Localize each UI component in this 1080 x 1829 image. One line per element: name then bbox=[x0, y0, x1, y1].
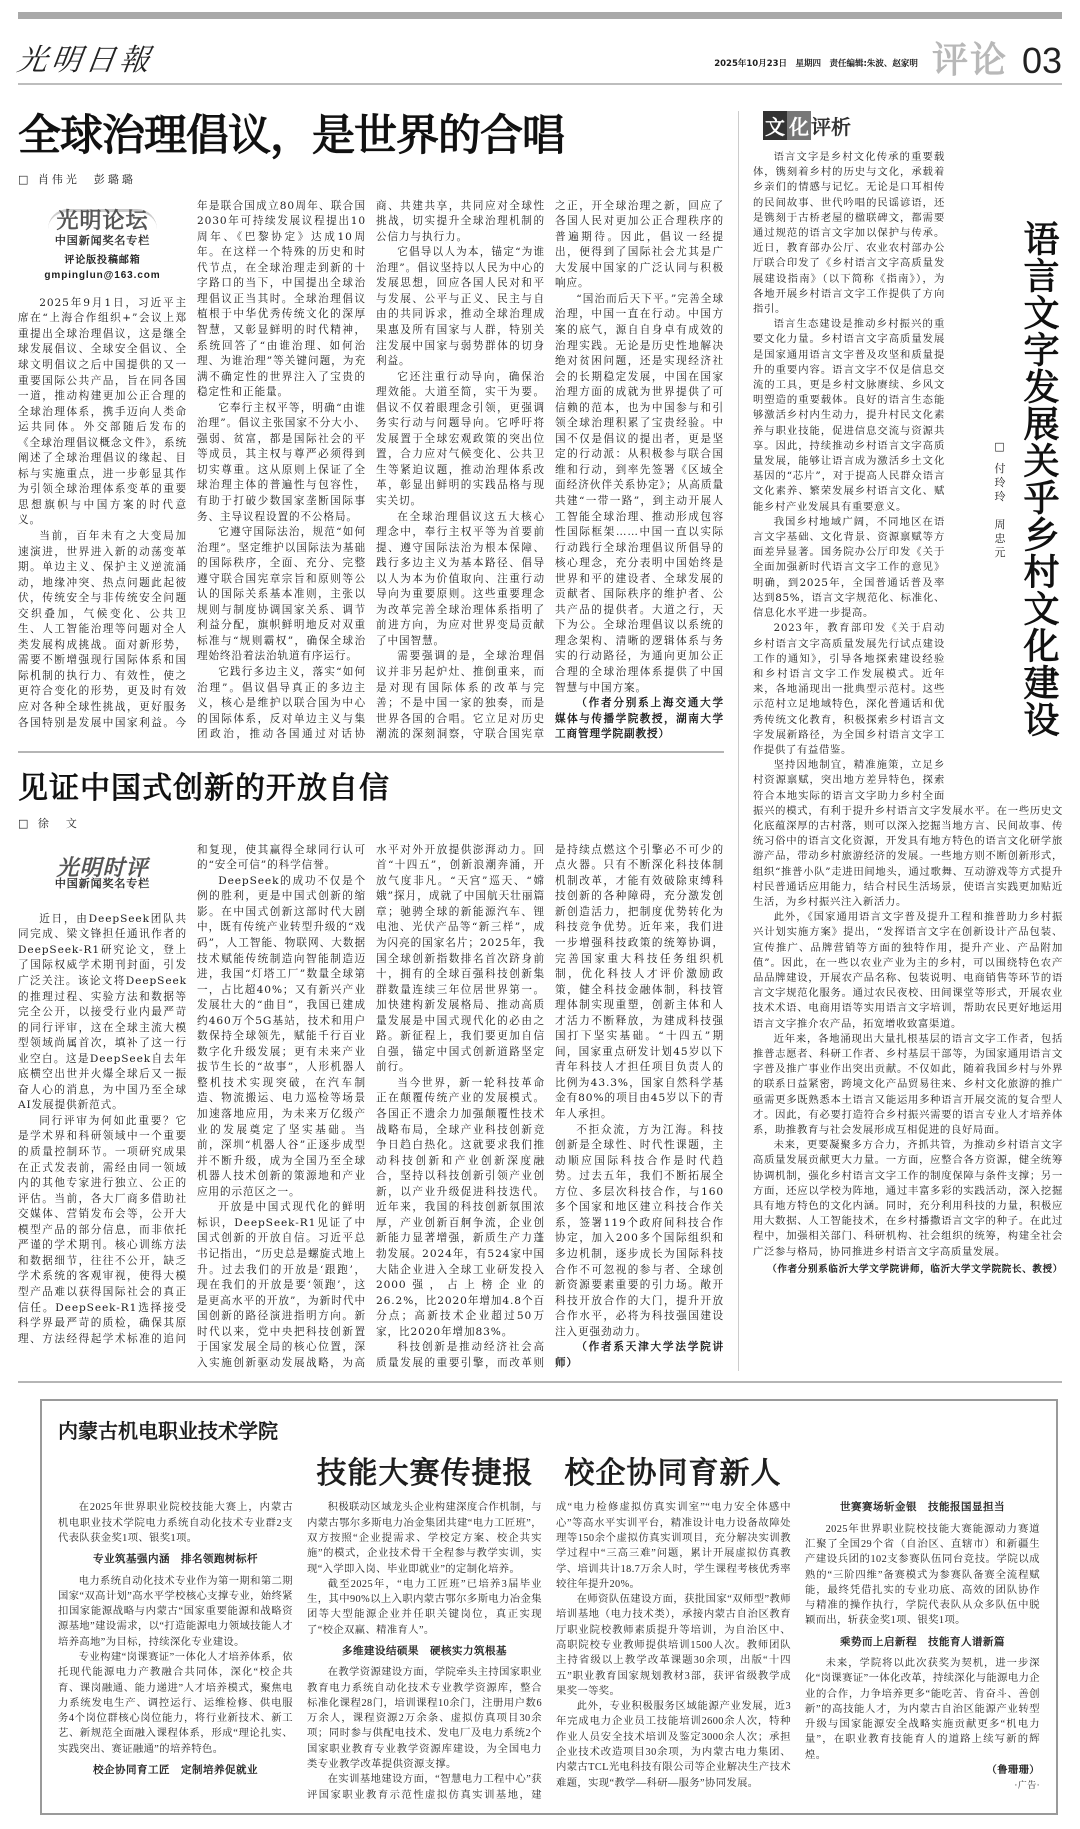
article3-title: 语言文字发展关乎乡村文化建设 bbox=[1018, 220, 1060, 738]
masthead-top-bar bbox=[18, 12, 1062, 19]
culture-analysis-badge bbox=[763, 111, 1063, 140]
paragraph: 近日，由DeepSeek团队共同完成、梁文锋担任通讯作者的DeepSeek-R1研究论文，登上了国际权威学术期刊封面，引发广泛关注。该论文将DeepSeek的推理过程、实验方法和数据等完全公开，以接受行业内最严苛的同行评审，这在全球主流大模型领域尚属首次，填补了这一行业空白。这是DeepSeek自去年底横空出世并火爆全球后又一振奋人心的消息，为中国乃至全球AI发展提供新范式。 bbox=[18, 912, 187, 1112]
paragraph: “国治而后天下平。”完善全球治理，中国一直在行动。中国方案的底气，源自自身卓有成效的治理实践。无论是历史性地解决绝对贫困问题，还是实现经济社会的长期稳定发展，中国在国家治理方面的成就为世界提供了可信赖的范本，也为中国参与和引领全球治理积累了宝贵经验。中国不仅是倡议的提出者，更是坚定的行动派：从积极参与联合国维和行动，到率先签署《区域全面经济伙伴关系协定》；从高质量共建“一带一路”，到主动开展人工智能全球治理、推动形成包容性国际框架……中国一直以实际行动践行全球治理倡议所倡导的核心理念，充分表明中国始终是世界和平的建设者、全球发展的贡献者、国际秩序的维护者、公共产品的提供者。大道之行，天下为公。全球治理倡议以系统的理念架构、清晰的逻辑体系与务实的行动路径，为通向更加公正合理的全球治理体系提供了中国智慧与中国方案。 bbox=[555, 292, 724, 694]
badge-char-3: 评析 bbox=[811, 115, 851, 139]
paragraph: 2025年9月1日，习近平主席在“上海合作组织+”会议上郑重提出全球治理倡议，这是继全球发展倡议、全球安全倡议、全球文明倡议之后中国提供的又一重要国际公共产品，旨在同各国一道，推动构建更加公正合理的全球治理体系，携手迈向人类命运共同体。外交部随后发布的《全球治理倡议概念文件》，系统阐述了全球治理倡议的缘起、目标与实施重点，进一步彰显其作为引领全球治理体系变革的重要思想旗帜与中国方案的时代意义。 bbox=[18, 296, 187, 527]
ad-paragraph: 专业构建“岗课赛证”一体化人才培养体系，依托现代能源电力产教融合共同体，深化“校企共育、课岗融通、能力递进”人才培养模式，聚焦电力系统发电生产、调控运行、运维检修、供电服务4个岗位群核心岗位能力，将行业新技术、新工艺、新规范全面融入课程体系，形成“理论扎实、实践突出、赛证融通”的培养特色。 bbox=[58, 1652, 293, 1755]
ad-paragraph: 电力系统自动化技术专业作为第一期和第二期国家“双高计划”高水平学校核心支撑专业，始终紧扣国家能源战略与内蒙古“国家重要能源和战略资源基地”建设需求，以“打造能源电力领域技能人才培养高地”为目标，持续深化专业建设。 bbox=[58, 1575, 293, 1648]
column-logo-name: 光明时评 bbox=[56, 855, 149, 881]
paragraph: 我国乡村地域广阔，不同地区在语言文字基础、文化背景、资源禀赋等方面差异显著。国务院办公厅印发《关于全面加强新时代语言文字工作的意见》明确，到2025年，全国普通话普及率达到85%，语言文字规范化、标准化、信息化水平进一步提高。 bbox=[753, 515, 945, 620]
paragraph: 同行评审为何如此重要？它是学术界和科研领域中一个重要的质量控制环节。一项研究成果在正式发表前，需经由同一领域内的其他专家进行独立、公正的评估。当前，各大厂商多借助社交媒体、营销发布会等，公开大模型产品的部分信息，而非依托严谨的学术期刊。核心训练方法和数据细节，往往不公开，缺乏学术系统的客观审视，使得大模型产品难以获得国际社会的真正信任。DeepSeek-R1选择接受科学界最严苛的质检，确保其原理、方法经得起学术标准的追问和复现，使其赢得全球同行认可的“安全可信”的科学信誉。 bbox=[18, 843, 366, 1345]
ad-body bbox=[58, 1500, 1040, 1803]
column-separator bbox=[738, 111, 739, 1371]
article-divider bbox=[18, 751, 724, 753]
ad-paragraph: 截至2025年，“电力工匠班”已培养3届毕业生，其中90%以上入职内蒙古鄂尔多斯电力冶金集团等大型能源企业并任职关键岗位，真正实现了“校企双赢、精准育人”。 bbox=[307, 1578, 542, 1636]
article2-paragraphs bbox=[18, 843, 724, 1372]
paragraph: 在全球治理倡议这五大核心理念中，奉行主权平等为首要前提、遵守国际法治为根本保障、践行多边主义为基本路径、倡导以人为本为价值取向、注重行动导向为重要原则。这些重要理念为改革完善全球治理体系指明了前进方向，为应对世界变局贡献了中国智慧。 bbox=[376, 510, 545, 647]
paragraph: 近年来，各地涌现出大量扎根基层的语言文字工作者，包括推普志愿者、科研工作者、乡村基层干部等，为国家通用语言文字普及推广事业作出突出贡献。不仅如此，随着我国乡村与外界的联系日益紧密，跨境文化产品贸易往来、乡村文化旅游的推广亟需更多既熟悉本土语言又能运用多种语言开展交流的复合型人才。因此，有必要打造符合乡村振兴需要的语言专业人才培养体系，助推教育与社会发展形成互相促进的良好局面。 bbox=[753, 1032, 1063, 1136]
paragraph: 它倡导以人为本，锚定“为谁治理”。倡议坚持以人民为中心的发展思想，回应各国人民对和平与发展、公平与正义、民主与自由的共同诉求，推动全球治理成果惠及所有国家与人群，特别关注发展中国家与弱势群体的切身利益。 bbox=[376, 246, 545, 368]
ad-paragraph: 在师资队伍建设方面，获批国家“双师型”教师培训基地（电力技术类），承接内蒙古自治区教育厅职业院校教师素质提升等培训，为自治区中、高职院校专业教师提供培训1500人次。教师团队主持省级以上教学改革课题30余项，出版“十四五”职业教育国家规划教材3部，获评省级教学成果奖一等奖。 bbox=[556, 1594, 791, 1697]
paragraph: 当今世界，新一轮科技革命正在颠覆传统产业的发展模式。各国正不遗余力加强颠覆性技术战略布局，全球产业科技创新竞争日趋白热化。这就要求我们推动科技创新和产业创新深度融合，坚持以科技创新引领产业创新，以产业升级促进科技迭代。近年来，我国的科技创新氛围浓厚，产业创新百舸争流，企业创新能力显著增强，新质生产力蓬勃发展。2024年，有524家中国大陆企业进入全球工业研发投入2000强，占上榜企业的26.2%，比2020年增加4.8个百分点；高新技术企业超过50万家，比2020年增加83%。 bbox=[376, 1076, 545, 1338]
ad-paragraph: 在2025年世界职业院校技能大赛上，内蒙古机电职业技术学院电力系统自动化技术专业群2支代表队获金奖1项、银奖1项。 bbox=[58, 1502, 293, 1544]
article3-author-credit: （作者分别系临沂大学文学院讲师，临沂大学文学院院长、教授） bbox=[767, 1263, 1063, 1275]
dateline: 2025年10月23日 星期四 责任编辑:朱波、赵家明 bbox=[714, 59, 918, 69]
paragraph: 此外，《国家通用语言文字普及提升工程和推普助力乡村振兴计划实施方案》提出，“发挥语言文字在创新设计产品包装、宣传推广、品牌营销等方面的独特作用，提升产业、产品附加值”。因此，在一些以农业产业为主的乡村，可以围绕特色农产品品牌建设，开展农产品名称、包装说明、电商销售等环节的语言文字规范化服务。通过农民夜校、田间课堂等形式，开展农业技术术语、电商用语等实用语言文字培训，帮助农民更好地运用语言文字推介农产品，拓宽增收致富渠道。 bbox=[753, 911, 1063, 1030]
page-number: 03 bbox=[1021, 40, 1062, 81]
article3-body bbox=[753, 150, 1063, 1277]
ad-subheading: 专业筑基强内涵 排名领跑树标杆 bbox=[93, 1553, 258, 1566]
paragraph: 不拒众流，方为江海。科技创新是全球性、时代性课题，主动顺应国际科技合作是时代趋势。过去五年，我们不断拓展全方位、多层次科技合作，与160多个国家和地区建立科技合作关系，签署119个政府间科技合作协定，加入200多个国际组织和多边机制，逐步成长为国际科技合作不可忽视的参与者、全球创新资源要素重要的引力场。敞开科技开放合作的大门，提升开放合作水平，必将为科技强国建设注入更强劲动力。 bbox=[555, 1123, 724, 1338]
ad-paragraph: 未来，学院将以此次获奖为契机，进一步深化“岗课赛证”一体化改革，持续深化与能源电力企业的合作，力争培养更多“能吃苦、肯奋斗、善创新”的高技能人才，为内蒙古自治区能源产业转型升级与国家能源安全战略实施贡献更多“机电力量”，在职业教育技能育人的道路上续写新的辉煌。 bbox=[805, 1658, 1040, 1761]
paragraph: 语言文字是乡村文化传承的重要载体，镌刻着乡村的历史与文化，承载着乡亲们的情感与记忆。无论是口耳相传的民间故事、世代吟唱的民谣谚语，还是镌刻于古桥老屋的楹联碑文，都需要通过规范的语言文字加以保护与传承。近日，教育部办公厅、农业农村部办公厅联合印发了《乡村语言文字高质量发展建设指南》（以下简称《指南》），为各地开展乡村语言文字工作提供了方向指引。 bbox=[753, 151, 945, 316]
ad-label: ·广告· bbox=[1014, 1780, 1040, 1791]
paragraph: 它奉行主权平等，明确“由谁治理”。倡议主张国家不分大小、强弱、贫富，都是国际社会的平等成员，其主权与尊严必须得到切实尊重。这从原则上保证了全球治理主体的普遍性与包容性，有助于打破少数国家垄断国际事务、主导议程设置的不公格局。 bbox=[197, 401, 366, 523]
paragraph: 它遵守国际法治，规范“如何治理”。坚定维护以国际法为基础的国际秩序，全面、充分、完整遵守联合国宪章宗旨和原则等公认的国际关系基本准则，主张以规则与制度协调国家关系、调节利益分配，旗帜鲜明地反对双重标准与“规则霸权”，确保全球治理始终沿着法治轨道有序运行。 bbox=[197, 526, 366, 663]
badge-char-1: 文 bbox=[763, 111, 787, 140]
section-name: 评论 bbox=[931, 40, 1008, 81]
masthead bbox=[15, 19, 1062, 85]
article1-title: 全球治理倡议，是世界的合唱 bbox=[18, 111, 564, 161]
article2-byline: □ 徐 文 bbox=[18, 816, 80, 830]
article3-byline: □ 付玲玲 周忠元 bbox=[993, 440, 1006, 561]
paragraph: 需要强调的是，全球治理倡议并非另起炉灶、推倒重来，而是对现有国际体系的改革与完善；不是中国一家的独奏，而是世界各国的合唱。它立足对历史潮流的深刻洞察，守联合国宪章之正，开全球治理之新，回应了各国人民对更加公正合理秩序的普遍期待。因此，倡议一经提出，便得到了国际社会尤其是广大发展中国家的广泛认同与积极响应。 bbox=[376, 199, 724, 741]
column-logo-subtitle: 中国新闻奖名专栏 bbox=[54, 234, 151, 248]
newspaper-logo: 光明日報 bbox=[15, 43, 156, 78]
ad-paragraph: 积极联动区域龙头企业构建深度合作机制，与内蒙古鄂尔多斯电力冶金集团共建“电力工匠班”，双方按照“企业提需求、学校定方案、校企共实施”的模式，企业技术骨干全程参与教学实训，实现“入学即入岗、毕业即就业”的定制化培养。 bbox=[307, 1502, 542, 1575]
article1-author-credit: （作者分别系上海交通大学媒体与传播学院教授，湖南大学工商管理学院副教授） bbox=[555, 697, 724, 741]
submission-email[interactable]: gmpinglun@163.com bbox=[44, 270, 161, 282]
article1-body bbox=[18, 199, 724, 743]
ad-paragraph: 2025年世界职业院校技能大赛能源动力赛道汇聚了全国29个省（自治区、直辖市）和新疆生产建设兵团的102支参赛队伍同台竞技。学院以成熟的“三阶四维”备赛模式为参赛队备赛全流程赋能，最终凭借扎实的专业功底、高效的团队协作与精准的操作执行，学院代表队从众多队伍中脱颖而出，斩获金奖1项、银奖1项。 bbox=[805, 1523, 1040, 1627]
advertisement-box bbox=[40, 1399, 1058, 1815]
paragraph: DeepSeek的成功不仅是个例的胜利，更是中国式创新的缩影。在中国式创新这部时代大剧中，既有传统产业转型升级的“戏码”，人工智能、物联网、大数据技术赋能传统制造向智能制造迈进，我国“灯塔工厂”数量全球第一，占比超40%；又有新兴产业发展壮大的“曲目”，我国已建成约460万个5G基站，技术和用户数保持全球领先，赋能千行百业数字化升级发展；更有未来产业拔节生长的“故事”，人形机器人整机技术实现突破，在汽车制造、物流搬运、电力巡检等场景加速落地应用，为未来万亿级产业的发展奠定了坚实基础。当前，深圳“机器人谷”正逐步成型并不断升级，成为全国乃至全球机器人技术创新的策源地和产业应用的示范区之一。 bbox=[197, 874, 366, 1198]
ad-signature: （鲁珊珊） bbox=[986, 1765, 1040, 1777]
paragraph: 开放是中国式现代化的鲜明标识，DeepSeek-R1见证了中国式创新的开放自信。习近平总书记指出，“历史总是螺旋式地上升。过去我们的开放是‘跟跑’，现在我们的开放是要‘领跑’，这是更高水平的开放”，为新时代中国创新的路径演进指明方向。新时代以来，党中央把科技创新置于国家发展全局的核心位置，深入实施创新驱动发展战略，为高水平对外开放提供澎湃动力。回首“十四五”，创新浪潮奔涌，开放气度非凡。“天宫”巡天、“嫦娥”探月，成就了中国航天壮丽篇章；驰骋全球的新能源汽车、锂电池、光伏产品等“新三样”，成为闪亮的国家名片；2025年，我国全球创新指数排名首次跻身前十，拥有的全球百强科技创新集群数量连续三年位居世界第一。加快建构新发展格局、推动高质量发展是中国式现代化的必由之路。新征程上，我们要更加自信自强，锚定中国式创新道路坚定前行。 bbox=[197, 843, 545, 1369]
paragraph: 坚持因地制宜，精准施策，立足乡村资源禀赋，突出地方差异特色，探索符合本地实际的语言文字助力乡村全面振兴的模式，有利于提升乡村语言文字发展水平。在一些历史文化底蕴深厚的古村落，则可以深入挖掘当地方言、民间故事、传统习俗中的语言文化资源，开发具有地方特色的语言文化研学旅游产品，带动乡村旅游经济的发展。一些地方则不断创新形式，组织“推普小队”走进田间地头，通过歌舞、互动游戏等方式提升村民普通话应用能力，结合村民生活场景，使语言实践更加贴近生活，为乡村振兴注入新活力。 bbox=[753, 759, 1063, 908]
ad-paragraph: 在实训基地建设方面，“智慧电力工程中心”获评国家职业教育示范性虚拟仿真实训基地，建成“电力检修虚拟仿真实训室”“电力安全体感中心”等高水平实训平台，精准设计电力设备故障处理等150余个虚拟仿真实训项目，充分解决实训教学过程中“三高三难”问题，累计开展虚拟仿真教学、培训共计18.7万余人时，学生课程考核优秀率较往年提升20%。 bbox=[307, 1502, 791, 1801]
ad-subheading: 乘势而上启新程 技能育人谱新篇 bbox=[840, 1635, 1005, 1648]
main-area bbox=[18, 111, 1062, 1371]
column-logo-guangming-luntan bbox=[18, 209, 187, 284]
paragraph: 它践行多边主义，落实“如何治理”。倡议倡导真正的多边主义，核心是维护以联合国为中心的国际体系，反对单边主义与集团政治，推动各国通过对话协商、共建共享，共同应对全球性挑战，切实提升全球治理机制的公信力与执行力。 bbox=[197, 199, 545, 741]
article1-byline: □ 肖伟光 彭璐璐 bbox=[18, 172, 136, 186]
left-section bbox=[18, 111, 724, 1371]
article3-title-block bbox=[951, 150, 1063, 790]
ad-subheading: 多维建设结硕果 硬核实力筑根基 bbox=[342, 1645, 507, 1657]
ad-paragraph: 在教学资源建设方面，学院牵头主持国家职业教育电力系统自动化技术专业教学资源库，整合标准化课程28门，培训课程10余门，注册用户数6万余人，课程资源2万余条、虚拟仿真项目30余项；同时参与供配电技术、发电厂及电力系统2个国家职业教育专业教学资源库建设，为全国电力类专业教学改革提供资源支撑。 bbox=[307, 1667, 542, 1771]
column-logo-guangming-shiping bbox=[18, 855, 187, 892]
ad-organization: 内蒙古机电职业技术学院 bbox=[58, 1419, 278, 1444]
ad-subheading: 世赛赛场斩金银 技能报国显担当 bbox=[840, 1501, 1005, 1514]
column-logo-name: 光明论坛 bbox=[56, 208, 149, 234]
paragraph: 它还注重行动导向，确保治理效能。大道至简，实干为要。倡议不仅着眼理念引领，更强调务实行动与问题导向。它呼吁将发展置于全球宏观政策的突出位置，合力应对气候变化、公共卫生等紧迫议题，推动治理体系改革，彰显出鲜明的实践品格与现实关切。 bbox=[376, 370, 545, 507]
badge-char-2: 化 bbox=[787, 111, 811, 140]
ad-paragraph: 此外，专业积极服务区域能源产业发展，近3年完成电力企业员工技能培训2600余人次，特种作业人员安全技术培训及鉴定3000余人次；承担企业技术改造项目30余项，为内蒙古电力集团、内蒙古TCL光电科技有限公司等企业解决生产技术难题，实现“教学—科研—服务”协同发展。 bbox=[556, 1701, 791, 1789]
paragraph: 科技创新是推动经济社会高质量发展的重要引擎，而改革则是持续点燃这个引擎必不可少的点火器。只有不断深化科技体制机制改革，才能有效破除束缚科技创新的各种障碍，充分激发创新创造活力，把制度优势转化为科技竞争优势。近年来，我们进一步增强科技政策的统筹协调，完善国家重大科技任务组织机制，优化科技人才评价激励政策，健全科技金融体制，科技管理体制实现重塑，创新主体和人才活力不断释放，为建成科技强国打下坚实基础。“十四五”期间，国家重点研发计划45岁以下青年科技人才担任项目负责人的比例为43.3%，国家自然科学基金有80%的项目由45岁以下的青年人承担。 bbox=[376, 843, 724, 1369]
article2-author-credit: （作者系天津大学法学院讲师） bbox=[555, 1341, 724, 1369]
submission-email-label: 评论版投稿邮箱 bbox=[64, 254, 141, 266]
ad-divider bbox=[18, 1381, 1062, 1383]
article2-body bbox=[18, 843, 724, 1372]
article2-title: 见证中国式创新的开放自信 bbox=[18, 770, 390, 806]
ad-subheading: 校企协同育工匠 定制培养促就业 bbox=[93, 1764, 258, 1777]
right-section bbox=[753, 111, 1063, 1371]
ad-headline: 技能大赛传捷报 校企协同育新人 bbox=[316, 1456, 782, 1492]
paragraph: 当前，百年未有之大变局加速演进，世界进入新的动荡变革期。单边主义、保护主义逆流涌动，地缘冲突、热点问题此起彼伏，传统安全与非传统安全问题交织叠加，气候变化、公共卫生、人工智能治理等问题对全人类发展构成挑战。面对新形势，需要不断增强现行国际体系和国际机制的执行力、有效性，使之更符合变化的形势，更及时有效应对各种全球性挑战，更好服务各国特别是发展中国家利益。今年是联合国成立80周年、联合国2030年可持续发展议程提出10周年、《巴黎协定》达成10周年。在这样一个特殊的历史和时代节点，在全球治理走到新的十字路口的当下，中国提出全球治理倡议正当其时。全球治理倡议植根于中华优秀传统文化的深厚智慧，又彰显鲜明的时代精神，系统回答了“由谁治理、如何治理、为谁治理”等关键问题，为充满不确定性的世界注入了宝贵的稳定性和正能量。 bbox=[18, 199, 366, 729]
paragraph: 2023年，教育部印发《关于启动乡村语言文字高质量发展先行试点建设工作的通知》，引导各地探索建设经验和乡村语言文字工作发展模式。近年来，各地涌现出一批典型示范村。这些示范村立足地域特色，深化普通话和优秀传统文化教育，积极探索乡村语言文字发展新路径，为全国乡村语言文字工作提供了有益借鉴。 bbox=[753, 622, 945, 756]
paragraph: 语言生态建设是推动乡村振兴的重要文化力量。乡村语言文字高质量发展是国家通用语言文字普及攻坚和质量提升的重要内容。语言文字不仅是信息交流的工具，更是乡村文脉赓续、乡风文明塑造的重要载体。良好的语言生态能够激活乡村内生动力，提升村民文化素养与职业技能，促进信息交流与资源共享。因此，持续推动乡村语言文字高质量发展，能够让语言成为激活乡土文化基因的“芯片”，对于提高人民群众语言文化素养、繁荣发展乡村语言文化、赋能乡村产业发展具有重要意义。 bbox=[753, 318, 945, 513]
paragraph: 未来，更要凝聚多方合力，齐抓共管，为推动乡村语言文字高质量发展贡献更大力量。一方面，应整合各方资源，健全统筹协调机制，强化乡村语言文字工作的制度保障与条件支撑；另一方面，还应以学校为阵地，通过丰富多彩的实践活动，深入挖掘具有地方特色的文化内涵。同时，充分利用科技的力量，积极应用大数据、人工智能技术，在乡村播撒语言文字的种子。在此过程中，加强相关部门、科研机构、社会组织的统筹，构建全社会广泛参与格局，协同推进乡村语言文字高质量发展。 bbox=[753, 1139, 1063, 1258]
column-logo-subtitle: 中国新闻奖名专栏 bbox=[54, 877, 151, 891]
